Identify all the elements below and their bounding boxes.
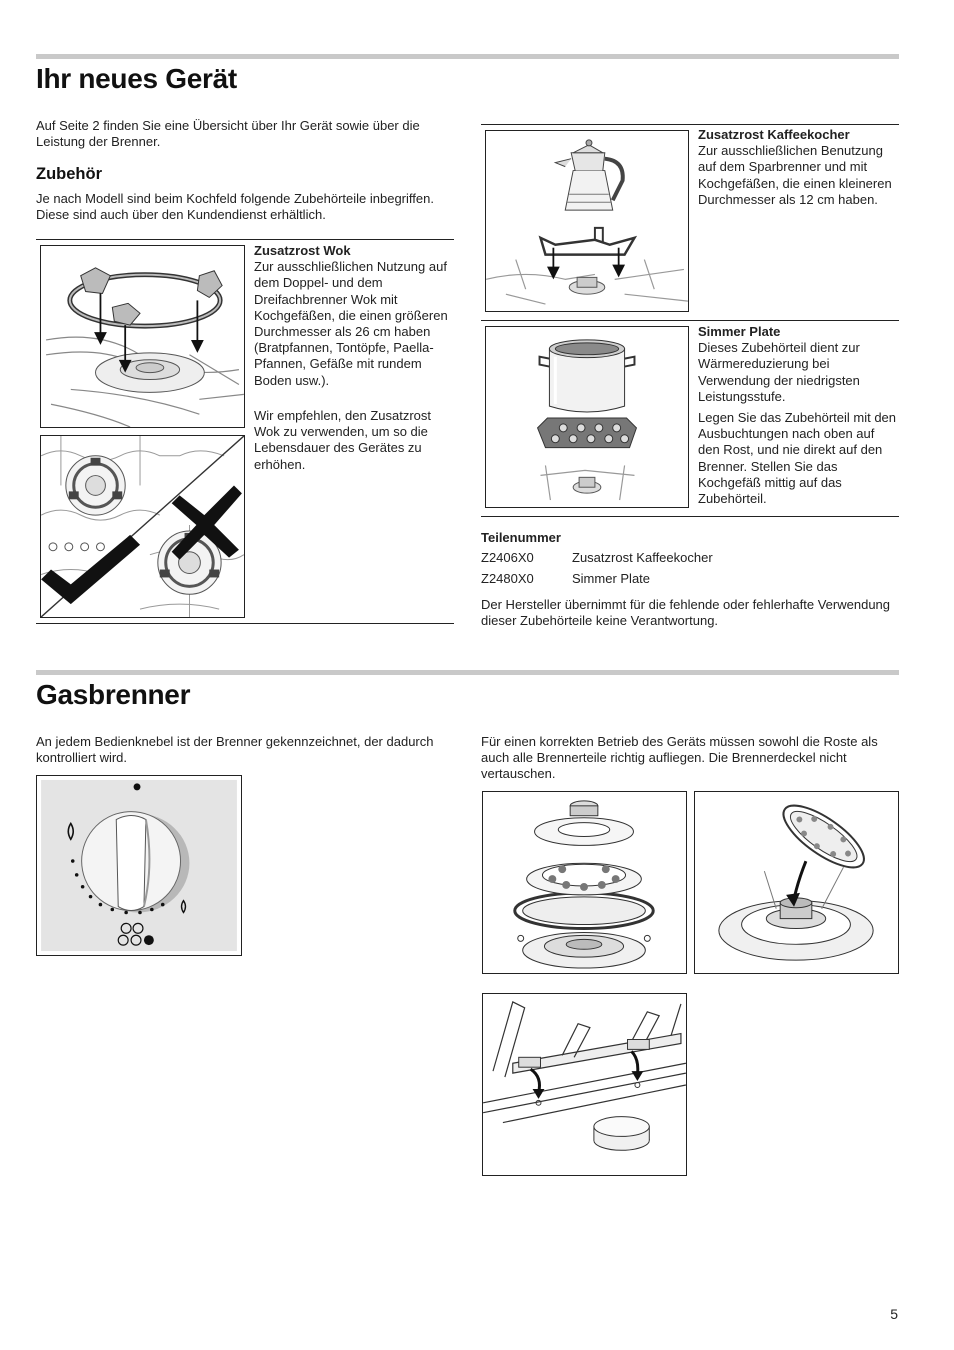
simmer-text-1: Dieses Zubehörteil dient zur Wärmereduzierung bei Verwendung der niedrigsten Leistungsstufe.	[698, 340, 860, 404]
part-code-1: Z2406X0	[481, 550, 534, 565]
burner-exploded-figure	[482, 791, 687, 974]
section-bar-top	[36, 54, 899, 59]
kaffee-text: Zur ausschließlichen Benutzung auf dem Sparbrenner und mit Kochgefäßen, die einen kleineren Durchmesser als 12 cm haben.	[698, 143, 892, 207]
simmer-bottom-rule	[481, 516, 899, 517]
burner-parts-text: Für einen korrekten Betrieb des Geräts müssen sowohl die Roste als auch alle Brennerteile richtig aufliegen. Die Brennerdeckel nicht vertauschen.	[481, 734, 878, 782]
grate-placement-figure	[482, 993, 687, 1176]
page-title: Ihr neues Gerät	[36, 63, 237, 94]
wok-placement-figure	[40, 435, 245, 618]
wok-bottom-rule	[36, 623, 454, 624]
intro-text: Auf Seite 2 finden Sie eine Übersicht über Ihr Gerät sowie über die Leistung der Brenner.	[36, 118, 420, 150]
wok-text-1: Zur ausschließlichen Nutzung auf dem Doppel- und dem Dreifachbrenner Wok mit Kochgefäßen, die einen größeren Durchmesser als 26 cm haben (Bratpfannen, Tontöpfe, Paella-Pfannen, Gefäße mit rundem Boden usw.).	[254, 259, 448, 388]
wok-title: Zusatzrost Wok	[254, 243, 351, 258]
simmer-text-2: Legen Sie das Zubehörteil mit den Ausbuchtungen nach oben auf den Rost, und nie direkt auf den Brenner. Stellen Sie das Kochgefäß mittig auf das Zubehörteil.	[698, 410, 897, 507]
accessories-text: Je nach Modell sind beim Kochfeld folgende Zubehörteile inbegriffen. Diese sind auch über den Kundendienst erhältlich.	[36, 191, 434, 223]
wok-caption	[254, 243, 450, 389]
part-name-1: Zusatzrost Kaffeekocher	[572, 550, 713, 565]
kaffee-title: Zusatzrost Kaffeekocher	[698, 127, 850, 142]
wok-text-2: Wir empfehlen, den Zusatzrost Wok zu verwenden, um so die Lebensdauer des Gerätes zu erhöhen.	[254, 408, 432, 472]
burner-cap-figure	[694, 791, 899, 974]
section-title-gasbrenner: Gasbrenner	[36, 679, 191, 710]
page-number: 5	[890, 1306, 898, 1322]
knob-text: An jedem Bedienknebel ist der Brenner gekennzeichnet, der dadurch kontrolliert wird.	[36, 734, 434, 766]
kaffee-top-rule	[481, 124, 899, 125]
simmer-top-rule	[481, 320, 899, 321]
part-name-2: Simmer Plate	[572, 571, 651, 586]
accessories-heading: Zubehör	[36, 165, 102, 183]
wok-ring-figure	[40, 245, 245, 428]
knob-figure	[36, 775, 242, 956]
part-code-2: Z2480X0	[481, 571, 534, 586]
coffee-grate-figure	[485, 130, 689, 312]
simmer-plate-figure	[485, 326, 689, 508]
wok-top-rule	[36, 239, 454, 240]
parts-note: Der Hersteller übernimmt für die fehlende oder fehlerhafte Verwendung dieser Zubehörteile keine Verantwortung.	[481, 597, 891, 629]
simmer-title: Simmer Plate	[698, 324, 781, 339]
kaffee-caption	[698, 127, 898, 208]
parts-heading: Teilenummer	[481, 530, 561, 545]
section-bar-bottom	[36, 670, 899, 675]
simmer-caption	[698, 324, 898, 405]
